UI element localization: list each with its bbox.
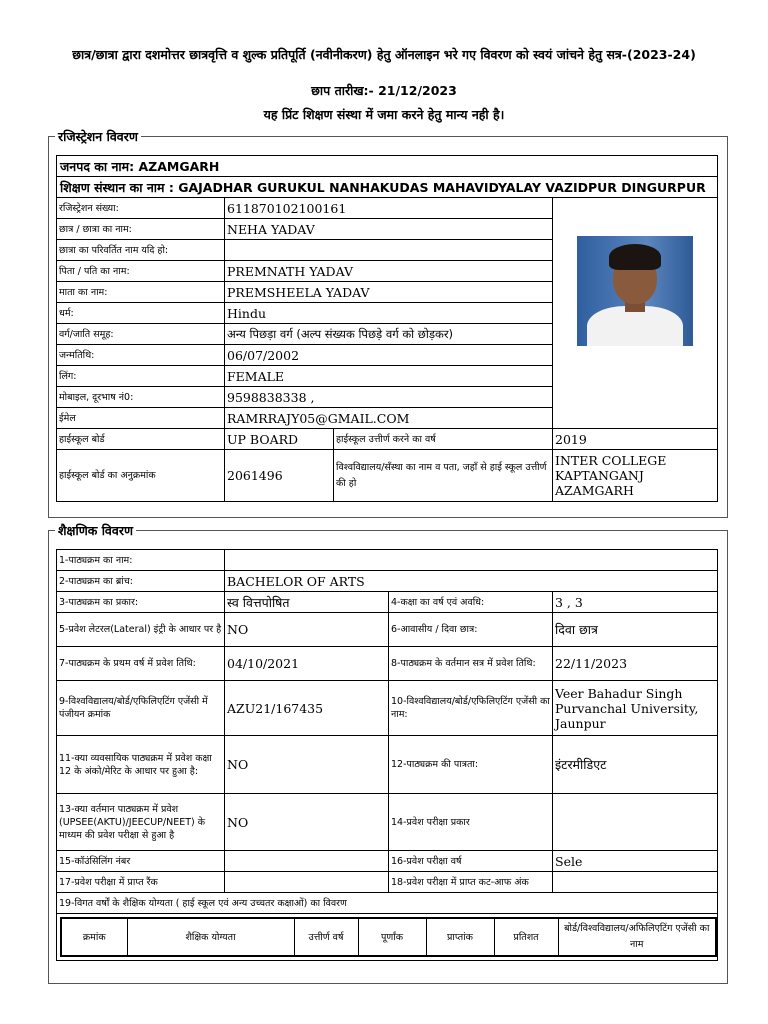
registration-legend: रजिस्ट्रेशन विवरण [58, 129, 138, 144]
history-table [60, 917, 717, 957]
acad-value: 22/11/2023 [553, 647, 718, 681]
reg-value: NEHA YADAV [225, 219, 553, 240]
reg-label: वर्ग/जाति समूह: [57, 324, 225, 345]
history-col-qualification: शैक्षिक योग्यता [127, 918, 294, 956]
acad-label: 18-प्रवेश परीक्षा में प्राप्त कट-आफ अंक [389, 872, 553, 893]
history-col-max-marks: पूर्णांक [358, 918, 426, 956]
acad-value: Sele [553, 851, 718, 872]
acad-label: 8-पाठ्यक्रम के वर्तमान सत्र में प्रवेश तिथि: [389, 647, 553, 681]
acad-label: 11-क्या व्यवसायिक पाठ्यक्रम में प्रवेश कक्षा 12 के अंको/मेरिट के आधार पर हुआ है: [57, 736, 225, 794]
hs-roll-value: 2061496 [225, 450, 334, 502]
acad-value: इंटरमीडिएट [553, 736, 718, 794]
reg-value: 611870102100161 [225, 198, 553, 219]
history-col-board: बोर्ड/विश्वविद्यालय/अफिलिएटिंग एजेंसी का नाम [558, 918, 716, 956]
photo-cell [553, 198, 718, 429]
form-title: छात्र/छात्रा द्वारा दशमोत्तर छात्रवृत्ति व शुल्क प्रतिपूर्ति (नवीनीकरण) हेतु ऑनलाइन भरे गए विवरण को स्वयं जांचने हेतु सत्र-(2023-24) [72, 47, 696, 62]
acad-label: 13-क्या वर्तमान पाठ्यक्रम में प्रवेश (UPSEE(AKTU)/JEECUP/NEET) के माध्यम की प्रवेश परीक्षा से हुआ है [57, 794, 225, 851]
acad-label: 17-प्रवेश परीक्षा में प्राप्त रैंक [57, 872, 225, 893]
reg-label: माता का नाम: [57, 282, 225, 303]
acad-label: 9-विश्वविद्यालय/बोर्ड/एफिलिएटिंग एजेंसी में पंजीयन क्रमांक [57, 681, 225, 736]
reg-value: FEMALE [225, 366, 553, 387]
acad-value [553, 794, 718, 851]
acad-value [225, 872, 389, 893]
acad-value: 3 , 3 [553, 592, 718, 613]
registration-table [56, 155, 718, 502]
acad-label: 12-पाठ्यक्रम की पात्रता: [389, 736, 553, 794]
hs-school-value: INTER COLLEGE KAPTANGANJ AZAMGARH [553, 450, 718, 502]
history-label: 19-विगत वर्षों के शैक्षिक योग्यता ( हाई स्कूल एवं अन्य उच्चतर कक्षाओं) का विवरण [57, 893, 718, 914]
reg-label: छात्र / छात्रा का नाम: [57, 219, 225, 240]
reg-value: RAMRRAJY05@GMAIL.COM [225, 408, 553, 429]
academic-table [56, 549, 718, 961]
acad-label: 16-प्रवेश परीक्षा वर्ष [389, 851, 553, 872]
history-col-percent: प्रतिशत [494, 918, 558, 956]
history-col-serial: क्रमांक [61, 918, 127, 956]
acad-label: 14-प्रवेश परीक्षा प्रकार [389, 794, 553, 851]
branch-value: BACHELOR OF ARTS [225, 571, 718, 592]
reg-label: मोबाइल, दूरभाष नं0: [57, 387, 225, 408]
course-name-label: 1-पाठ्यक्रम का नाम: [57, 550, 225, 571]
acad-value [225, 851, 389, 872]
acad-label: 4-कक्षा का वर्ष एवं अवधि: [389, 592, 553, 613]
reg-value: अन्य पिछड़ा वर्ग (अल्प संख्यक पिछड़े वर्ग को छोड़कर) [225, 324, 553, 345]
reg-value: 9598838338 , [225, 387, 553, 408]
course-name-value [225, 550, 718, 571]
acad-value: NO [225, 613, 389, 647]
acad-value: AZU21/167435 [225, 681, 389, 736]
history-col-obtained: प्राप्तांक [426, 918, 494, 956]
acad-value [553, 872, 718, 893]
institution-name: शिक्षण संस्थान का नाम : GAJADHAR GURUKUL NANHAKUDAS MAHAVIDYALAY VAZIDPUR DINGURPUR [57, 177, 718, 198]
reg-label: पिता / पति का नाम: [57, 261, 225, 282]
acad-label: 5-प्रवेश लेटरल(Lateral) इंट्री के आधार पर है [57, 613, 225, 647]
acad-value: 04/10/2021 [225, 647, 389, 681]
reg-label: ईमेल [57, 408, 225, 429]
acad-label: 6-आवासीय / दिवा छात्र: [389, 613, 553, 647]
reg-label: धर्म: [57, 303, 225, 324]
print-notice: यह प्रिंट शिक्षण संस्था में जमा करने हेतु मान्य नही है। [263, 107, 505, 122]
hs-roll-label: हाईस्कूल बोर्ड का अनुक्रमांक [57, 450, 225, 502]
acad-value: स्व वित्तपोषित [225, 592, 389, 613]
district-name: जनपद का नाम: AZAMGARH [57, 156, 718, 177]
hs-year-label: हाईस्कूल उत्तीर्ण करने का वर्ष [334, 429, 553, 450]
reg-value: 06/07/2002 [225, 345, 553, 366]
branch-label: 2-पाठ्यक्रम का ब्रांच: [57, 571, 225, 592]
reg-label: रजिस्ट्रेशन संख्या: [57, 198, 225, 219]
acad-label: 3-पाठ्यक्रम का प्रकार: [57, 592, 225, 613]
acad-value: NO [225, 736, 389, 794]
hs-board-label: हाईस्कूल बोर्ड [57, 429, 225, 450]
reg-value: PREMNATH YADAV [225, 261, 553, 282]
reg-label: छात्रा का परिवर्तित नाम यदि हो: [57, 240, 225, 261]
history-col-year: उत्तीर्ण वर्ष [294, 918, 358, 956]
reg-value [225, 240, 553, 261]
hs-year-value: 2019 [553, 429, 718, 450]
reg-label: जन्मतिथि: [57, 345, 225, 366]
student-photo [577, 236, 693, 346]
reg-value: Hindu [225, 303, 553, 324]
hs-board-value: UP BOARD [225, 429, 334, 450]
acad-label: 15-कॉउंसिलिंग नंबर [57, 851, 225, 872]
acad-value: Veer Bahadur Singh Purvanchal University, Jaunpur [553, 681, 718, 736]
acad-label: 7-पाठ्यक्रम के प्रथम वर्ष में प्रवेश तिथि: [57, 647, 225, 681]
hs-school-label: विश्वविद्यालय/सँस्था का नाम व पता, जहाँ से हाई स्कूल उत्तीर्ण की हो [334, 450, 553, 502]
history-container [57, 914, 718, 961]
acad-label: 10-विश्वविद्यालय/बोर्ड/एफिलिएटिंग एजेंसी का नाम: [389, 681, 553, 736]
academic-legend: शैक्षणिक विवरण [58, 523, 133, 538]
reg-label: लिंग: [57, 366, 225, 387]
print-date: छाप तारीख:- 21/12/2023 [311, 83, 457, 98]
acad-value: दिवा छात्र [553, 613, 718, 647]
acad-value: NO [225, 794, 389, 851]
reg-value: PREMSHEELA YADAV [225, 282, 553, 303]
